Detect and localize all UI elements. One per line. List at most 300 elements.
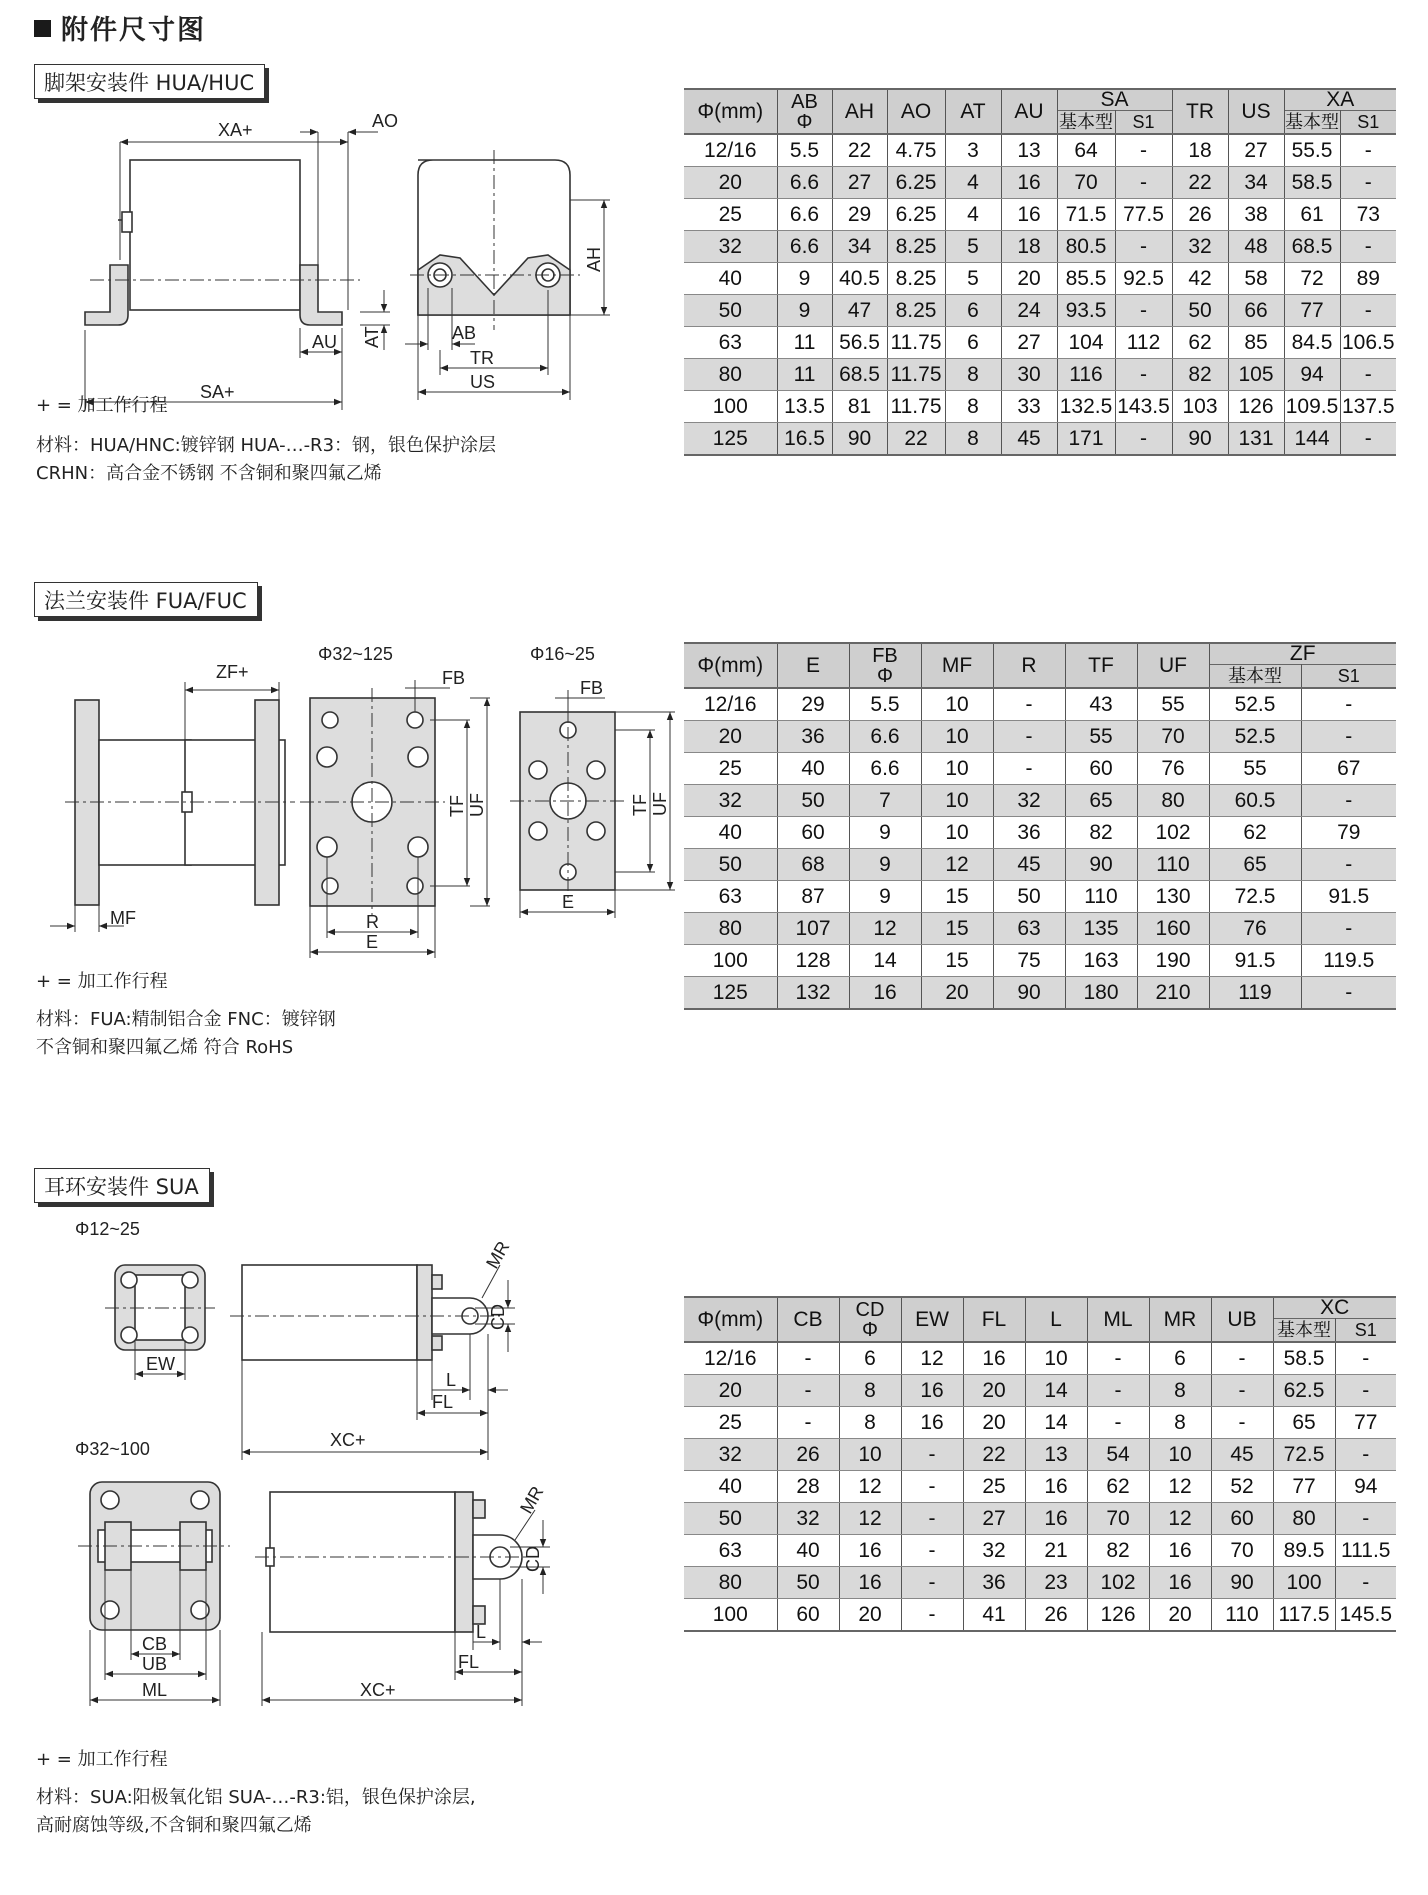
table-cell: - xyxy=(1115,295,1172,327)
table-cell: 29 xyxy=(777,688,849,721)
table-cell: 45 xyxy=(1211,1439,1273,1471)
table-cell: 10 xyxy=(921,785,993,817)
table-row xyxy=(684,1535,1396,1567)
table-cell: 3 xyxy=(945,134,1001,167)
table-row xyxy=(684,945,1396,977)
table-cell: 52 xyxy=(1211,1471,1273,1503)
table-cell: 87 xyxy=(777,881,849,913)
table-cell: 40 xyxy=(777,1535,839,1567)
table-cell: 8 xyxy=(1149,1407,1211,1439)
table-cell: - xyxy=(1115,231,1172,263)
table-row xyxy=(684,688,1396,721)
table-cell: 47 xyxy=(832,295,887,327)
table-cell: 20 xyxy=(684,167,777,199)
table-cell: 145.5 xyxy=(1335,1599,1396,1632)
table-cell: 50 xyxy=(1172,295,1228,327)
dim-r: R xyxy=(366,912,379,932)
table-cell: - xyxy=(1087,1342,1149,1375)
table-cell: 160 xyxy=(1137,913,1209,945)
table-cell: 13 xyxy=(1001,134,1057,167)
table-header-cell: EW xyxy=(901,1297,963,1342)
table-cell: 18 xyxy=(1172,134,1228,167)
table-cell: 45 xyxy=(1001,423,1057,456)
table-cell: - xyxy=(1335,1439,1396,1471)
table-cell: 20 xyxy=(839,1599,901,1632)
table-cell: 100 xyxy=(684,1599,777,1632)
dim-xc: XC+ xyxy=(330,1430,366,1450)
table-cell: 50 xyxy=(684,295,777,327)
table-cell: 11.75 xyxy=(887,359,945,391)
table-cell: 70 xyxy=(1211,1535,1273,1567)
table-cell: 12 xyxy=(921,849,993,881)
table-cell: 73 xyxy=(1340,199,1396,231)
table-cell: 29 xyxy=(832,199,887,231)
dim-zf: ZF+ xyxy=(216,662,249,682)
table-header-cell: AO xyxy=(887,89,945,134)
table-cell: 163 xyxy=(1065,945,1137,977)
table-cell: 11 xyxy=(777,359,832,391)
table-cell: - xyxy=(993,753,1065,785)
dim-tf: TF xyxy=(447,795,467,817)
table-cell: 13 xyxy=(1025,1439,1087,1471)
table-cell: 93.5 xyxy=(1057,295,1115,327)
dim-ml: ML xyxy=(142,1680,168,1700)
table-cell: - xyxy=(1340,359,1396,391)
table-cell: 126 xyxy=(1087,1599,1149,1632)
dim-uf-small: UF xyxy=(650,792,670,816)
table-cell: 12 xyxy=(849,913,921,945)
table-cell: 63 xyxy=(993,913,1065,945)
table-row xyxy=(684,391,1396,423)
table-row xyxy=(684,295,1396,327)
hua-drawing xyxy=(30,100,630,410)
table-header-cell: UB xyxy=(1211,1297,1273,1342)
table-cell: 8.25 xyxy=(887,263,945,295)
table-cell: 110 xyxy=(1137,849,1209,881)
table-cell: 5 xyxy=(945,263,1001,295)
table-cell: - xyxy=(1301,721,1396,753)
table-cell: 48 xyxy=(1228,231,1284,263)
table-cell: 20 xyxy=(963,1407,1025,1439)
table-cell: 106.5 xyxy=(1340,327,1396,359)
dim-ah: AH xyxy=(584,246,604,272)
table-cell: 25 xyxy=(684,1407,777,1439)
table-cell: 25 xyxy=(684,199,777,231)
table-cell: 42 xyxy=(1172,263,1228,295)
square-bullet-icon xyxy=(34,20,51,37)
table-cell: - xyxy=(1301,913,1396,945)
table-row xyxy=(684,1342,1396,1375)
table-cell: - xyxy=(1087,1375,1149,1407)
table-cell: 45 xyxy=(993,849,1065,881)
table-cell: 22 xyxy=(1172,167,1228,199)
table-cell: 111.5 xyxy=(1335,1535,1396,1567)
table-cell: 11.75 xyxy=(887,327,945,359)
table-cell: 65 xyxy=(1065,785,1137,817)
table-header-cell: TF xyxy=(1065,643,1137,688)
table-cell: 15 xyxy=(921,945,993,977)
table-cell: 62 xyxy=(1172,327,1228,359)
table-cell: - xyxy=(1115,167,1172,199)
table-subheader-cell: S1 xyxy=(1301,665,1396,689)
table-cell: 76 xyxy=(1209,913,1301,945)
table-cell: 16 xyxy=(1001,199,1057,231)
table-cell: 14 xyxy=(1025,1375,1087,1407)
table-row xyxy=(684,849,1396,881)
table-cell: 132 xyxy=(777,977,849,1010)
table-cell: 130 xyxy=(1137,881,1209,913)
table-cell: - xyxy=(1301,849,1396,881)
table-row xyxy=(684,199,1396,231)
table-cell: 55 xyxy=(1065,721,1137,753)
table-cell: 77.5 xyxy=(1115,199,1172,231)
table-cell: 25 xyxy=(684,753,777,785)
table-cell: - xyxy=(1211,1375,1273,1407)
table-cell: 125 xyxy=(684,423,777,456)
table-cell: 77 xyxy=(1273,1471,1335,1503)
table-cell: 16 xyxy=(963,1342,1025,1375)
table-cell: - xyxy=(777,1407,839,1439)
table-cell: 6 xyxy=(945,295,1001,327)
table-cell: 9 xyxy=(849,881,921,913)
table-cell: 4 xyxy=(945,199,1001,231)
table-cell: 8 xyxy=(945,423,1001,456)
table-cell: 58.5 xyxy=(1273,1342,1335,1375)
table-subheader-cell: S1 xyxy=(1335,1319,1396,1343)
table-cell: - xyxy=(777,1342,839,1375)
table-row xyxy=(684,977,1396,1010)
table-cell: 56.5 xyxy=(832,327,887,359)
table-cell: - xyxy=(901,1535,963,1567)
fua-drawing xyxy=(30,640,680,960)
table-cell: 5 xyxy=(945,231,1001,263)
table-subheader-cell: 基本型 xyxy=(1285,112,1340,132)
dim-mf: MF xyxy=(110,908,136,928)
table-cell: 76 xyxy=(1137,753,1209,785)
dim-ao: AO xyxy=(372,111,399,131)
table-cell: - xyxy=(1115,134,1172,167)
table-cell: - xyxy=(901,1567,963,1599)
table-cell: 82 xyxy=(1065,817,1137,849)
table-cell: 32 xyxy=(1172,231,1228,263)
table-cell: 40 xyxy=(684,263,777,295)
table-row xyxy=(684,913,1396,945)
table-cell: 10 xyxy=(921,753,993,785)
table-cell: 90 xyxy=(832,423,887,456)
table-cell: 79 xyxy=(1301,817,1396,849)
table-header-cell: Φ(mm) xyxy=(684,643,777,688)
table-row xyxy=(684,327,1396,359)
table-cell: 16 xyxy=(1149,1535,1211,1567)
table-cell: 8 xyxy=(945,391,1001,423)
dim-mr: MR xyxy=(482,1237,514,1272)
table-cell: 180 xyxy=(1065,977,1137,1010)
table-cell: 110 xyxy=(1065,881,1137,913)
table-cell: 8.25 xyxy=(887,295,945,327)
table-cell: 80.5 xyxy=(1057,231,1115,263)
table-cell: 90 xyxy=(1211,1567,1273,1599)
section-label-fua: 法兰安装件 FUA/FUC xyxy=(34,582,258,617)
table-cell: 27 xyxy=(832,167,887,199)
table-cell: 14 xyxy=(849,945,921,977)
table-row xyxy=(684,881,1396,913)
table-cell: 6 xyxy=(945,327,1001,359)
range-label-16-25: Φ16~25 xyxy=(530,644,595,664)
table-cell: - xyxy=(1301,977,1396,1010)
table-header-cell: CB xyxy=(777,1297,839,1342)
table-cell: 107 xyxy=(777,913,849,945)
table-header-cell: Φ(mm) xyxy=(684,89,777,134)
table-cell: 110 xyxy=(1211,1599,1273,1632)
table-cell: - xyxy=(993,721,1065,753)
table-cell: 77 xyxy=(1284,295,1340,327)
table-row xyxy=(684,167,1396,199)
table-cell: 132.5 xyxy=(1057,391,1115,423)
table-cell: - xyxy=(777,1375,839,1407)
table-cell: 27 xyxy=(963,1503,1025,1535)
table-cell: 18 xyxy=(1001,231,1057,263)
sua-note-stroke: + = 加工作行程 xyxy=(36,1749,168,1770)
table-cell: 16 xyxy=(1025,1503,1087,1535)
table-cell: 71.5 xyxy=(1057,199,1115,231)
table-header-cell: MF xyxy=(921,643,993,688)
table-header-cell: XA xyxy=(1284,89,1396,111)
table-cell: 81 xyxy=(832,391,887,423)
table-cell: 67 xyxy=(1301,753,1396,785)
table-cell: 32 xyxy=(684,1439,777,1471)
table-cell: 27 xyxy=(1228,134,1284,167)
table-cell: 34 xyxy=(1228,167,1284,199)
table-cell: 137.5 xyxy=(1340,391,1396,423)
table-row xyxy=(684,1407,1396,1439)
dim-e: E xyxy=(366,932,379,952)
table-row xyxy=(684,1375,1396,1407)
table-cell: 16 xyxy=(839,1567,901,1599)
table-cell: 68 xyxy=(777,849,849,881)
table-cell: - xyxy=(1340,167,1396,199)
table-row xyxy=(684,359,1396,391)
table-subheader-cell: S1 xyxy=(1115,111,1172,135)
table-row xyxy=(684,1599,1396,1632)
table-cell: 13.5 xyxy=(777,391,832,423)
table-cell: 16 xyxy=(839,1535,901,1567)
table-cell: 60 xyxy=(1065,753,1137,785)
sua-drawing xyxy=(30,1210,590,1710)
fua-note-material: 材料：FUA:精制铝合金 FNC：镀锌钢 xyxy=(36,1009,336,1030)
table-cell: 50 xyxy=(777,785,849,817)
range-label-12-25: Φ12~25 xyxy=(75,1219,140,1239)
table-cell: 50 xyxy=(684,1503,777,1535)
table-subheader-cell: 基本型 xyxy=(1209,665,1301,689)
table-cell: 20 xyxy=(921,977,993,1010)
dim-cd-large: CD xyxy=(523,1546,543,1572)
table-cell: 80 xyxy=(1273,1503,1335,1535)
table-cell: 52.5 xyxy=(1209,721,1301,753)
table-cell: 5.5 xyxy=(777,134,832,167)
table-cell: 22 xyxy=(832,134,887,167)
table-header-cell: AT xyxy=(945,89,1001,134)
table-cell: 26 xyxy=(1172,199,1228,231)
table-cell: 82 xyxy=(1087,1535,1149,1567)
table-cell: 40 xyxy=(777,753,849,785)
table-cell: 70 xyxy=(1137,721,1209,753)
table-cell: 80 xyxy=(684,359,777,391)
table-cell: 60 xyxy=(777,817,849,849)
table-cell: - xyxy=(1335,1503,1396,1535)
table-cell: 15 xyxy=(921,913,993,945)
table-cell: 23 xyxy=(1025,1567,1087,1599)
dim-e-small: E xyxy=(562,892,575,912)
dim-fb: FB xyxy=(442,668,466,688)
table-cell: 50 xyxy=(993,881,1065,913)
dim-ab: AB xyxy=(452,323,477,343)
table-cell: 28 xyxy=(777,1471,839,1503)
table-cell: 12/16 xyxy=(684,688,777,721)
table-cell: 12 xyxy=(839,1471,901,1503)
sua-spec-table xyxy=(684,1296,1396,1632)
table-cell: 80 xyxy=(1137,785,1209,817)
table-cell: 171 xyxy=(1057,423,1115,456)
table-cell: 7 xyxy=(849,785,921,817)
dim-sa: SA+ xyxy=(200,382,235,402)
table-cell: 94 xyxy=(1284,359,1340,391)
table-cell: 9 xyxy=(849,849,921,881)
section-label-hua: 脚架安装件 HUA/HUC xyxy=(34,64,265,99)
dim-fl-large: FL xyxy=(458,1652,480,1672)
table-cell: 62 xyxy=(1209,817,1301,849)
table-row xyxy=(684,753,1396,785)
table-cell: 20 xyxy=(684,721,777,753)
table-cell: - xyxy=(1340,423,1396,456)
table-cell: 102 xyxy=(1137,817,1209,849)
table-cell: 16.5 xyxy=(777,423,832,456)
table-cell: - xyxy=(1335,1375,1396,1407)
table-cell: 210 xyxy=(1137,977,1209,1010)
table-cell: 25 xyxy=(963,1471,1025,1503)
table-subheader-cell: 基本型 xyxy=(1059,112,1113,132)
table-cell: 40 xyxy=(684,817,777,849)
table-cell: 112 xyxy=(1115,327,1172,359)
table-cell: 117.5 xyxy=(1273,1599,1335,1632)
table-cell: 70 xyxy=(1087,1503,1149,1535)
table-cell: 92.5 xyxy=(1115,263,1172,295)
fua-note-rohs: 不含铜和聚四氟乙烯 符合 RoHS xyxy=(36,1037,294,1058)
table-cell: 32 xyxy=(684,785,777,817)
table-cell: 9 xyxy=(777,263,832,295)
table-cell: 4 xyxy=(945,167,1001,199)
section-label-sua: 耳环安装件 SUA xyxy=(34,1168,210,1203)
table-cell: - xyxy=(901,1471,963,1503)
table-cell: 6.6 xyxy=(777,231,832,263)
table-cell: 70 xyxy=(1057,167,1115,199)
table-header-cell: E xyxy=(777,643,849,688)
table-cell: 16 xyxy=(849,977,921,1010)
table-cell: 20 xyxy=(963,1375,1025,1407)
hua-note-stroke: + = 加工作行程 xyxy=(36,395,168,416)
table-cell: 9 xyxy=(849,817,921,849)
table-cell: 103 xyxy=(1172,391,1228,423)
table-cell: 32 xyxy=(963,1535,1025,1567)
sua-note-corrosion: 高耐腐蚀等级,不含铜和聚四氟乙烯 xyxy=(36,1815,312,1836)
table-cell: 41 xyxy=(963,1599,1025,1632)
table-cell: 62.5 xyxy=(1273,1375,1335,1407)
table-subheader-cell: 基本型 xyxy=(1273,1319,1335,1343)
table-cell: 105 xyxy=(1228,359,1284,391)
hua-note-crhn: CRHN：高合金不锈钢 不含铜和聚四氟乙烯 xyxy=(36,463,382,484)
table-header-cell: ZF xyxy=(1209,643,1396,665)
table-row xyxy=(684,1567,1396,1599)
table-cell: 82 xyxy=(1172,359,1228,391)
table-cell: 30 xyxy=(1001,359,1057,391)
table-cell: - xyxy=(901,1439,963,1471)
dim-xa: XA+ xyxy=(218,120,253,140)
table-cell: 135 xyxy=(1065,913,1137,945)
table-cell: 60.5 xyxy=(1209,785,1301,817)
table-cell: 104 xyxy=(1057,327,1115,359)
table-cell: 62 xyxy=(1087,1471,1149,1503)
table-row xyxy=(684,1503,1396,1535)
table-cell: - xyxy=(1115,423,1172,456)
table-cell: 16 xyxy=(1025,1471,1087,1503)
table-cell: - xyxy=(1335,1567,1396,1599)
table-cell: 40.5 xyxy=(832,263,887,295)
table-cell: 36 xyxy=(777,721,849,753)
table-cell: 109.5 xyxy=(1284,391,1340,423)
table-cell: 55 xyxy=(1137,688,1209,721)
table-cell: 84.5 xyxy=(1284,327,1340,359)
table-cell: 6.25 xyxy=(887,199,945,231)
table-cell: 12/16 xyxy=(684,1342,777,1375)
table-cell: 6 xyxy=(839,1342,901,1375)
table-cell: 66 xyxy=(1228,295,1284,327)
dim-tf-small: TF xyxy=(630,794,650,816)
table-cell: - xyxy=(1335,1342,1396,1375)
table-cell: 68.5 xyxy=(832,359,887,391)
dim-uf: UF xyxy=(467,793,487,817)
table-cell: 72.5 xyxy=(1209,881,1301,913)
table-row xyxy=(684,1439,1396,1471)
table-cell: 40 xyxy=(684,1471,777,1503)
table-cell: 60 xyxy=(777,1599,839,1632)
dim-ub: UB xyxy=(142,1654,168,1674)
table-cell: 36 xyxy=(993,817,1065,849)
table-cell: 63 xyxy=(684,1535,777,1567)
table-cell: 16 xyxy=(1149,1567,1211,1599)
table-cell: 65 xyxy=(1209,849,1301,881)
table-cell: 20 xyxy=(1001,263,1057,295)
table-cell: 20 xyxy=(684,1375,777,1407)
table-cell: 91.5 xyxy=(1301,881,1396,913)
table-cell: 12/16 xyxy=(684,134,777,167)
table-cell: 80 xyxy=(684,913,777,945)
table-cell: 85.5 xyxy=(1057,263,1115,295)
table-header-cell: AB Φ xyxy=(777,89,832,134)
table-cell: 85 xyxy=(1228,327,1284,359)
table-cell: 65 xyxy=(1273,1407,1335,1439)
table-cell: 119.5 xyxy=(1301,945,1396,977)
table-row xyxy=(684,817,1396,849)
table-cell: 116 xyxy=(1057,359,1115,391)
table-cell: 12 xyxy=(1149,1471,1211,1503)
table-cell: 54 xyxy=(1087,1439,1149,1471)
table-cell: - xyxy=(1211,1407,1273,1439)
dim-au: AU xyxy=(312,332,338,352)
table-cell: - xyxy=(1340,231,1396,263)
table-row xyxy=(684,134,1396,167)
table-cell: 6.6 xyxy=(777,167,832,199)
table-cell: 90 xyxy=(1065,849,1137,881)
table-cell: 43 xyxy=(1065,688,1137,721)
